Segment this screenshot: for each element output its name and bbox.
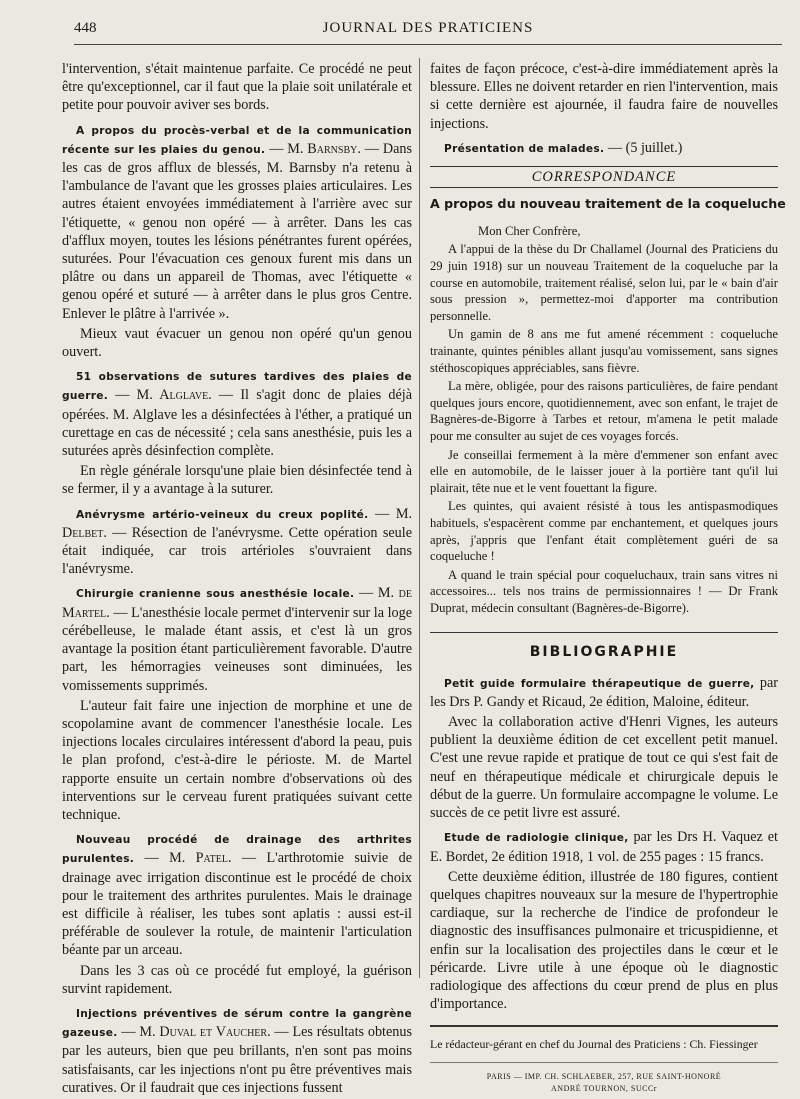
entry-text: L'arthrotomie suivie de drainage avec irrigation discontinue est le procédé de choix pour le traitement des arthrites purulentes. Mais le drainage est difficile à réaliser, les tubes sont aplatis : aussi est-il préférable de soulever la rotule, de maintenir l'articulation béante par un arceau. bbox=[62, 850, 412, 959]
editor-line: Le rédacteur-gérant en chef du Journal des Praticiens : Ch. Fiessinger bbox=[430, 1025, 778, 1053]
letter-paragraph: Je conseillai fermement à la mère d'emmener son enfant avec elle en automobile, de le laisser jouer à la portière tant qu'il lui plairait, tête nue et le vent fouettant la figure. bbox=[430, 447, 778, 495]
presentation-date: — (5 juillet.) bbox=[607, 139, 683, 156]
letter-paragraph: A l'appui de la thèse du Dr Challamel (Journal des Praticiens du 29 juin 1918) sur un nouveau Traitement de la coqueluche par la course en automobile, traitement réalisé, selon lui, par le « bain d'air sous pression », permettez-moi d'apporter ma contribution personnelle. bbox=[430, 242, 778, 323]
journal-title: JOURNAL DES PRATICIENS bbox=[322, 20, 534, 36]
letter-paragraph: Les quintes, qui avaient résisté à tous les antispasmodiques habituels, s'espacèrent comme par enchantement, et quelques jours après, j'appris que l'enfant était complètement guéri de sa coqueluche ! bbox=[430, 499, 778, 564]
entry-kicker: 51 observations de sutures tardives des plaies de guerre. bbox=[62, 371, 412, 403]
entry-paragraph: L'auteur fait faire une injection de morphine et une de scopolamine avant de commencer l'anesthésie locale. Les injections locales circulaires intéressent d'abord la peau, puis le plan profond, c'est-à-dire le périoste. M. de Martel rapporte ensuite un certain nombre d'observations où des interventions sur le cerveau furent pratiquées suivant cette technique. bbox=[62, 697, 412, 823]
book-ref: par les Drs P. Gandy et Ricaud, 2e édition, Maloine, éditeur. bbox=[430, 674, 778, 710]
letter-title: A propos du nouveau traitement de la coqueluche bbox=[430, 196, 786, 212]
entry-delbet bbox=[62, 505, 412, 579]
entry-text: L'anesthésie locale permet d'intervenir sur la loge cérébelleuse, le malade étant assis, et c'est là un gros avantage la position étant particulièrement favorable. D'autre part, les hémorragies veineuses sont diminuées, les vomissements supprimés. bbox=[62, 604, 413, 694]
entry-kicker: A propos du procès-verbal et de la communication récente sur les plaies du genou. bbox=[62, 124, 412, 156]
book-entry-guide bbox=[430, 674, 778, 711]
entry-author: — M. Delbet. — bbox=[62, 505, 413, 541]
entry-text: Résection de l'anévrysme. Cette opération seule était indiquée, car trois artérioles s'ouvraient dans l'anévrysme. bbox=[62, 524, 412, 578]
correspondance-heading: CORRESPONDANCE bbox=[430, 166, 778, 188]
entry-kicker: Présentation de malades. bbox=[444, 142, 605, 155]
left-column bbox=[62, 60, 412, 1099]
entry-paragraph: En règle générale lorsqu'une plaie bien désinfectée tend à se fermer, il y a avantage à la suturer. bbox=[62, 463, 412, 498]
entry-text: Dans les cas de gros afflux de blessés, M. Barnsby n'a retenu à l'ambulance de l'avant que les grosses plaies articulaires. Les autres étaient envoyées immédiatement à l'arrière avec sur l'étiquette, « genou non opéré — à arrêter. Dans les cas d'afflux moyen, toutes les lésions pénétrantes furent opérées, suturées. Pour l'évacuation ces genoux furent mis dans un plâtre ou dans un appareil de Thomas, avec l'étiquette « genou opéré et suturé — à arrêter dans le plus gros Centre. Enlever le plâtre à l'arrivée ». bbox=[62, 140, 413, 322]
entry-author: — M. Patel. — bbox=[144, 850, 257, 867]
book-title: Etude de radiologie clinique, bbox=[444, 832, 629, 845]
entry-text: Les résultats obtenus par les auteurs, bien que peu brillants, n'en sont pas moins satisfaisants, car les injections n'ont pu être préventives mais curatives. Or il faudrait que ces injections fussent bbox=[62, 1024, 412, 1096]
continued-paragraph: l'intervention, s'était maintenue parfaite. Ce procédé ne peut être qu'exceptionnel, car il faut que la plaie soit unilatérale et petite pour pouvoir aviver ses bords. bbox=[62, 61, 412, 114]
entry-author: — M. de Martel. — bbox=[62, 585, 413, 621]
right-column bbox=[430, 60, 786, 1095]
presentation-line bbox=[430, 139, 778, 158]
letter-paragraph: Un gamin de 8 ans me fut amené récemment : coqueluche trainante, quintes pénibles allant jusqu'au vomissement, sans signes stéthoscopiques appréciables, sans fièvre. bbox=[430, 327, 778, 375]
entry-author: — M. Barnsby. — bbox=[269, 140, 379, 157]
printer-line: ANDRÉ TOURNON, SUCCr bbox=[551, 1083, 657, 1093]
letter-signature: Dr Frank Duprat, médecin consultant (Bagnères-de-Bigorre). bbox=[430, 584, 778, 615]
page-number: 448 bbox=[74, 20, 97, 36]
book-entry-radiologie bbox=[430, 828, 778, 865]
entry-kicker: Injections préventives de sérum contre la gangrène gazeuse. bbox=[62, 1007, 412, 1040]
book-ref: par les Drs H. Vaquez et E. Bordet, 2e édition 1918, 1 vol. de 255 pages : 15 francs. bbox=[430, 829, 778, 865]
printer-imprint bbox=[430, 1062, 778, 1095]
letter-paragraph bbox=[430, 567, 778, 617]
entry-author: — M. Duval et Vaucher. — bbox=[121, 1024, 289, 1041]
bibliographie-heading: BIBLIOGRAPHIE bbox=[430, 632, 778, 661]
entry-paragraph: Dans les 3 cas où ce procédé fut employé, la guérison survint rapidement. bbox=[62, 962, 412, 997]
letter-paragraph: La mère, obligée, pour des raisons particulières, de faire pendant quelques jours encore, quotidiennement, avec son enfant, le trajet de Bagnères-de-Bigorre à Tarbes et retour, m'amena le petit malade pour me consulter au sujet de ces voyages forcés. bbox=[430, 379, 778, 443]
column-rule bbox=[419, 58, 420, 978]
page-header bbox=[74, 20, 782, 45]
continued-paragraph: faites de façon précoce, c'est-à-dire immédiatement après la blessure. Elles ne doivent retarder en rien l'intervention, mais si cette dernière est ajournée, il faudra faire de nouvelles injections. bbox=[430, 61, 778, 132]
entry-kicker: Nouveau procédé de drainage des arthrites purulentes. bbox=[62, 834, 412, 866]
entry-duval bbox=[62, 1004, 412, 1097]
printer-line: PARIS — IMP. CH. SCHLAEBER, 257, RUE SAINT-HONORÉ bbox=[486, 1071, 722, 1081]
entry-martel bbox=[62, 584, 412, 694]
entry-barnsby bbox=[62, 121, 412, 323]
entry-text: Il s'agit donc de plaies déjà opérées. M. Alglave les a désinfectées à l'éther, a pratiqué un curettage en cas de nécessité ; cela sans anesthésie, puis les a suturées après désinfection complète. bbox=[62, 387, 413, 460]
letter-closing: A quand le train spécial pour coqueluchaux, train sans vitres ni accessoires... tels nos trains de permissionnaires ! — bbox=[430, 567, 778, 599]
book-review: Cette deuxième édition, illustrée de 180 figures, contient quelques chapitres nouveaux sur la mesure de l'hypertrophie cardiaque, sur la recherche de l'indice de profondeur le diagnostic des insuffisances pulmonaire et tricuspidienne, et enfin sur la localisation des projectiles dans le cœur et le péricarde. Livre utile à une époque où le diagnostic radiologique des affections du cœur prend de plus en plus d'importance. bbox=[430, 868, 778, 1013]
entry-author: — M. Alglave. — bbox=[115, 387, 234, 404]
entry-kicker: Chirurgie cranienne sous anesthésie locale. bbox=[76, 588, 355, 601]
entry-alglave bbox=[62, 367, 412, 460]
book-title: Petit guide formulaire thérapeutique de guerre, bbox=[444, 677, 755, 690]
letter bbox=[430, 196, 786, 616]
entry-patel bbox=[62, 830, 412, 959]
entry-kicker: Anévrysme artério-veineux du creux poplité. bbox=[76, 508, 369, 521]
entry-paragraph: Mieux vaut évacuer un genou non opéré qu'un genou ouvert. bbox=[62, 325, 412, 361]
book-review: Avec la collaboration active d'Henri Vignes, les auteurs publient la deuxième édition de cet excellent petit manuel. C'est une revue rapide et pratique de tout ce qui s'est fait de neuf en thérapeutique médicale et chirurgicale depuis le début de la guerre. Un formulaire accompagne le volume. Le succès de ce petit livre est assuré. bbox=[430, 714, 778, 822]
letter-salutation: Mon Cher Confrère, bbox=[478, 223, 581, 238]
